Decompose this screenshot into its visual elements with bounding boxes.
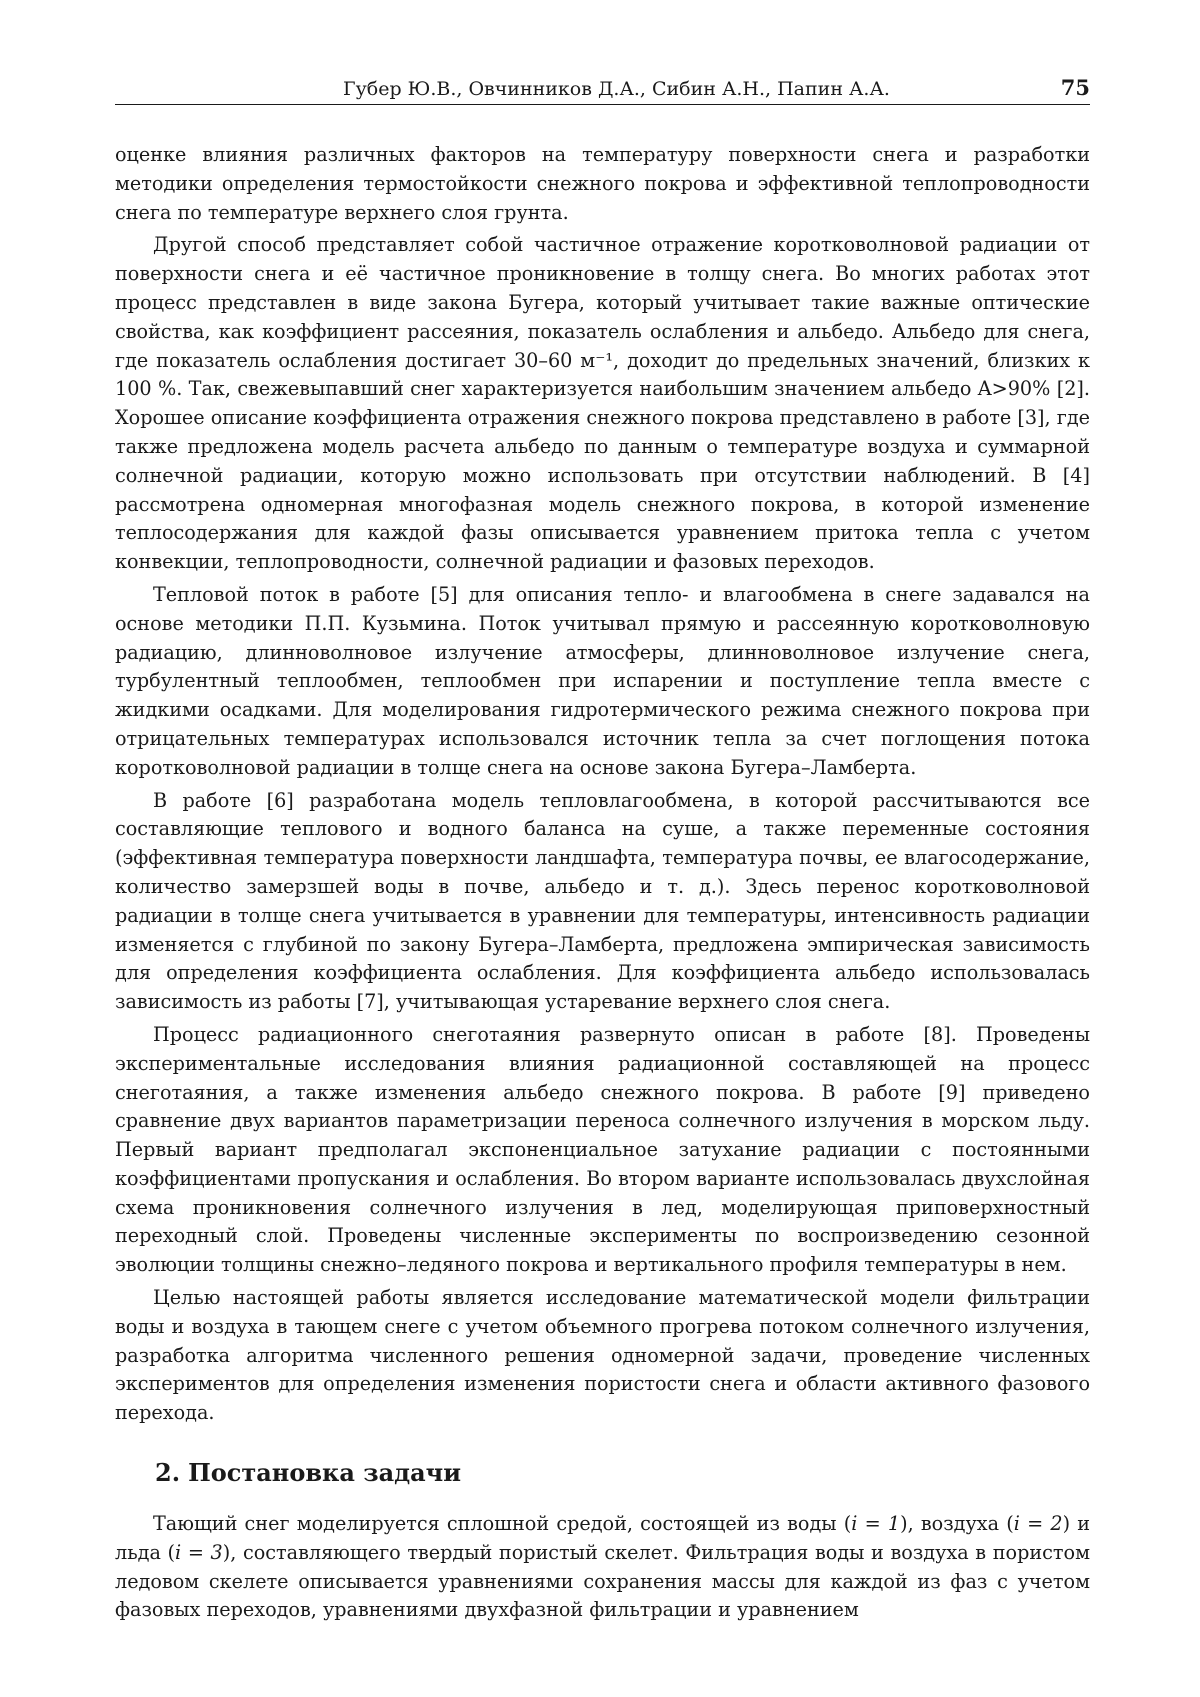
section-text-part: Тающий снег моделируется сплошной средой, состоящей из воды ( <box>153 1512 852 1536</box>
page-number: 75 <box>1060 75 1090 100</box>
equation-inline: i = 2 <box>1013 1512 1063 1536</box>
section-heading <box>155 1458 1090 1488</box>
paragraph: В работе [6] разработана модель тепловлагообмена, в которой рассчитываются все составляющие теплового и водного баланса на суше, а также переменные состояния (эффективная температура поверхности ландшафта, температура почвы, ее влагосодержание, количество замерзшей воды в почве, альбедо и т. д.). Здесь перенос коротковолновой радиации в толще снега учитывается в уравнении для температуры, интенсивность радиации изменяется с глубиной по закону Бугера–Ламберта, предложена эмпирическая зависимость для определения коэффициента ослабления. Для коэффициента альбедо использовалась зависимость из работы [7], учитывающая устаревание верхнего слоя снега. <box>115 788 1090 1014</box>
body-text <box>115 141 1090 1629</box>
equation-inline: i = 3 <box>175 1540 223 1564</box>
paragraph: Другой способ представляет собой частичное отражение коротковолновой радиации от поверхности снега и её частичное проникновение в толщу снега. Во многих работах этот процесс представлен в виде закона Бугера, который учитывает такие важные оптические свойства, как коэффициент рассеяния, показатель ослабления и альбедо. Альбедо для снега, где показатель ослабления достигает 30–60 м⁻¹, доходит до предельных значений, близких к 100 %. Так, свежевыпавший снег характеризуется наибольшим значением альбедо A>90% [2]. Хорошее описание коэффициента отражения снежного покрова представлено в работе [3], где также предложена модель расчета альбедо по данным о температуре воздуха и суммарной солнечной радиации, которую можно использовать при отсутствии наблюдений. В [4] рассмотрена одномерная многофазная модель снежного покрова, в которой изменение теплосодержания для каждой фазы описывается уравнением притока тепла с учетом конвекции, теплопроводности, солнечной радиации и фазовых переходов. <box>115 233 1090 574</box>
header-authors: Губер Ю.В., Овчинников Д.А., Сибин А.Н., Папин А.А. <box>343 78 890 100</box>
paragraph: Процесс радиационного снеготаяния развернуто описан в работе [8]. Проведены экспериментальные исследования влияния радиационной составляющей на процесс снеготаяния, а также изменения альбедо снежного покрова. В работе [9] приведено сравнение двух вариантов параметризации переноса солнечного излучения в морском льду. Первый вариант предполагал экспоненциальное затухание радиации с постоянными коэффициентами пропускания и ослабления. Во втором варианте использовалась двухслойная схема проникновения солнечного излучения в лед, моделирующая приповерхностный переходный слой. Проведены численные эксперименты по воспроизведению сезонной эволюции толщины снежно–ледяного покрова и вертикального профиля температуры в нем. <box>115 1022 1090 1277</box>
paragraph-continued: оценке влияния различных факторов на температуру поверхности снега и разработки методики определения термостойкости снежного покрова и эффективной теплопроводности снега по температуре верхнего слоя грунта. <box>115 143 1090 224</box>
paragraph: Тепловой поток в работе [5] для описания тепло- и влагообмена в снеге задавался на основе методики П.П. Кузьмина. Поток учитывал прямую и рассеянную коротковолновую радиацию, длинноволновое излучение атмосферы, длинноволновое излучение снега, турбулентный теплообмен, теплообмен при испарении и поступление тепла вместе с жидкими осадками. Для моделирования гидротермического режима снежного покрова при отрицательных температурах использовался источник тепла за счет поглощения потока коротковолновой радиации в толще снега на основе закона Бугера–Ламберта. <box>115 582 1090 779</box>
section-paragraph <box>115 1510 1090 1625</box>
section-text-part: ), составляющего твердый пористый скелет. Фильтрация воды и воздуха в пористом ледовом скелете описывается уравнениями сохранения массы для каждой из фаз с учетом фазовых переходов, уравнениями двухфазной фильтрации и уравнением <box>115 1540 1090 1622</box>
section-text-part: ) и льда ( <box>115 1512 1091 1564</box>
paragraph: Целью настоящей работы является исследование математической модели фильтрации воды и воздуха в тающем снеге с учетом объемного прогрева потоком солнечного излучения, разработка алгоритма численного решения одномерной задачи, проведение численных экспериментов для определения изменения пористости снега и области активного фазового перехода. <box>115 1286 1090 1425</box>
section-text-part: ), воздуха ( <box>900 1512 1014 1536</box>
section-title: Постановка задачи <box>188 1458 462 1488</box>
equation-inline: i = 1 <box>851 1512 901 1536</box>
section-number: 2. <box>155 1458 181 1488</box>
running-head <box>115 74 1090 105</box>
